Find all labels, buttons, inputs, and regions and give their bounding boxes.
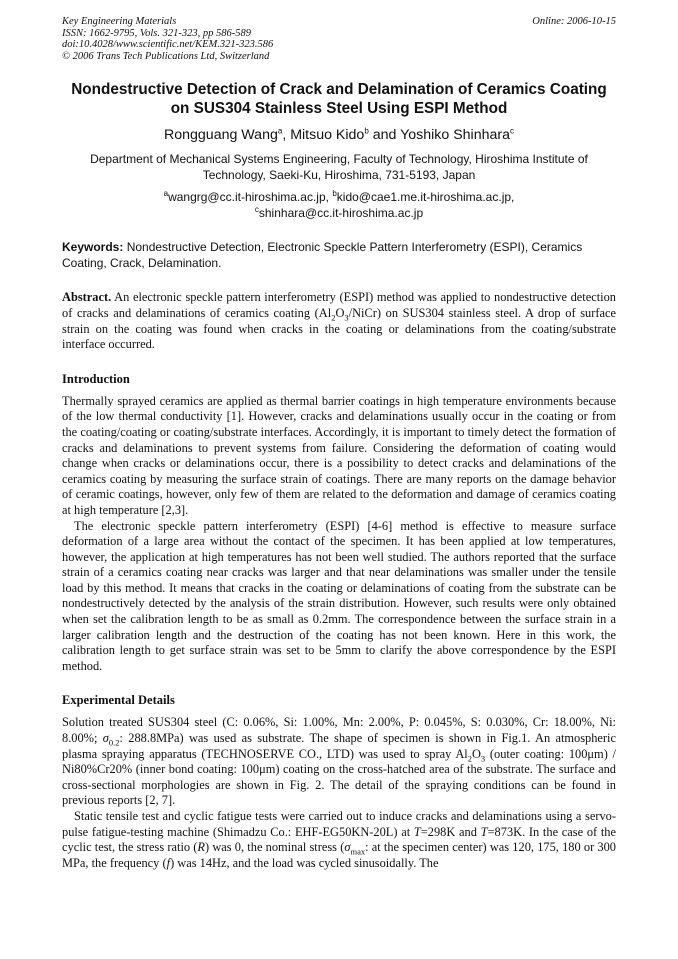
email-marker: a <box>163 189 169 199</box>
text-run: =298K and <box>420 824 481 839</box>
text-run: : at the specimen center) was 120, 175, 180 or 300 MPa, the frequency ( <box>62 840 616 870</box>
section-heading-experimental: Experimental Details <box>62 693 175 708</box>
issn-line: ISSN: 1662-9795, Vols. 321-323, pp 586-589 <box>62 27 251 39</box>
subscript: 0.2 <box>108 737 120 748</box>
paragraph: The electronic speckle pattern interferometry (ESPI) [4-6] method is effective to measure surface deformation of a large area without the contact of the specimen. It has been applied at low temperatures, however, the application at high temperatures has not been well studied. The authors reported that the surface strain of a ceramics coating near cracks was larger and that near delaminations was smaller under the tensile load by this method. It means that cracks in the coating or delaminations of coating from the substrate can be nondestructively detected by the analysis of the strain distribution. However, such results were only obtained when set the calibration length to be as small as 0.2mm. The correspondence between the surface strain in a larger calibration length and the destruction of the coating has not been known. Here in this work, the calibration length to get surface strain was set to be 5mm to clarify the above correspondence by the ESPI method. <box>62 518 616 673</box>
section-heading-introduction: Introduction <box>62 371 130 386</box>
text-run: ) was 0, the nominal stress ( <box>205 840 345 855</box>
publication-meta <box>62 16 616 62</box>
paragraph <box>62 715 616 809</box>
paragraph: Thermally sprayed ceramics are applied as thermal barrier coatings in high temperature environments because of the low thermal conductivity [1]. However, cracks and delaminations usually occur in the coating or from the coating/coating or coating/substrate interfaces. Accordingly, it is important to timely detect the formation of cracks and delaminations to prevent systems from failure. Considering the deformation of coating would change when cracks or delaminations occur, there is a possibility to detect cracks and delaminations of the ceramics coating by measuring the surface strain of coatings. There are many reports on the damage behavior of ceramic coatings, however, only few of them are related to the deformation and damage of ceramics coating at high temperature [2,3]. <box>62 393 616 517</box>
abstract-text: /NiCr) on SUS304 stainless steel. A drop of surface strain on the coating was found when cracks in the coating or delaminations from the coating/substrate interface occurred. <box>62 305 616 352</box>
subscript: 2 <box>331 312 336 323</box>
text-run: Solution treated SUS304 steel (C: 0.06%, Si: 1.00%, Mn: 2.00%, P: 0.045%, S: 0.030%, Cr: 18.00%, Ni: 8.00%; <box>62 715 616 746</box>
symbol: σ <box>344 840 351 855</box>
subscript: 3 <box>344 312 349 323</box>
author-separator: and <box>368 127 401 144</box>
subscript: max <box>350 846 366 857</box>
doi-link[interactable]: doi:10.4028/www.scientific.net/KEM.321-323.586 <box>62 39 274 51</box>
paper-title: Nondestructive Detection of Crack and Delamination of Ceramics Coating on SUS304 Stainless Steel Using ESPI Method <box>71 81 607 118</box>
email-link[interactable]: kido@cae1.me.it-hiroshima.ac.jp, <box>336 190 515 205</box>
experimental-section <box>62 715 616 871</box>
keywords <box>62 240 616 271</box>
text-run: =873K. In the case of the cyclic test, the stress ratio ( <box>62 824 617 855</box>
symbol: T <box>480 824 488 839</box>
email-link[interactable]: shinhara@cc.it-hiroshima.ac.jp <box>258 205 424 220</box>
journal-name: Key Engineering Materials <box>62 16 177 27</box>
text-run: O <box>471 746 481 761</box>
email-marker: c <box>254 204 259 214</box>
text-run: ) was 14Hz, and the load was cycled sinusoidally. The <box>170 855 439 870</box>
affiliation: Department of Mechanical Systems Engineering, Faculty of Technology, Hiroshima Institute of Technology, Saeki-Ku, Hiroshima, 731-5193, Japan <box>90 152 588 182</box>
symbol: f <box>166 855 171 870</box>
email-marker: b <box>332 189 337 199</box>
author-emails <box>62 190 616 221</box>
text-run: (outer coating: 100μm) / Ni80%Cr20% (inner bond coating: 100μm) coating on the cross-hatched area of the substrate. The surface and cross-sectional morphologies are shown in Fig. 2. The detail of the spraying conditions can be found in previous reports [2, 7]. <box>62 746 616 808</box>
introduction-section <box>62 394 616 675</box>
symbol: R <box>197 840 205 855</box>
subscript: 3 <box>480 753 486 764</box>
author-name: Yoshiko Shinhara <box>400 127 510 144</box>
keywords-label: Keywords: <box>62 240 124 255</box>
author-name: Rongguang Wang <box>164 127 278 144</box>
abstract-label: Abstract. <box>62 290 112 305</box>
abstract <box>62 290 616 352</box>
paragraph <box>62 809 616 871</box>
symbol: σ <box>102 731 109 746</box>
author-name: Mitsuo Kido <box>290 127 365 144</box>
author-list <box>62 126 616 144</box>
author-separator: , <box>282 127 291 144</box>
keywords-text: Nondestructive Detection, Electronic Speckle Pattern Interferometry (ESPI), Ceramics Coating, Crack, Delamination. <box>62 240 583 270</box>
copyright-line: © 2006 Trans Tech Publications Ltd, Switzerland <box>62 50 270 62</box>
text-run: Static tensile test and cyclic fatigue tests were carried out to induce cracks and delaminations using a servo-pulse fatigue-testing machine (Shimadzu Co.: EHF-EG50KN-20L) at <box>62 809 616 839</box>
subscript: 2 <box>467 753 472 764</box>
author-marker: a <box>277 126 283 136</box>
symbol: T <box>413 824 421 839</box>
abstract-text: O <box>335 305 345 320</box>
author-marker: b <box>364 126 369 136</box>
email-link[interactable]: wangrg@cc.it-hiroshima.ac.jp, <box>168 190 329 205</box>
author-marker: c <box>510 126 514 136</box>
online-date: Online: 2006-10-15 <box>532 16 616 27</box>
text-run: : 288.8MPa) was used as substrate. The shape of specimen is shown in Fig.1. An atmospheric plasma spraying apparatus (TECHNOSERVE CO., LTD) was used to spray Al <box>62 731 617 761</box>
abstract-text: An electronic speckle pattern interferometry (ESPI) method was applied to nondestructive detection of cracks and delaminations of ceramics coating (Al <box>62 290 616 320</box>
